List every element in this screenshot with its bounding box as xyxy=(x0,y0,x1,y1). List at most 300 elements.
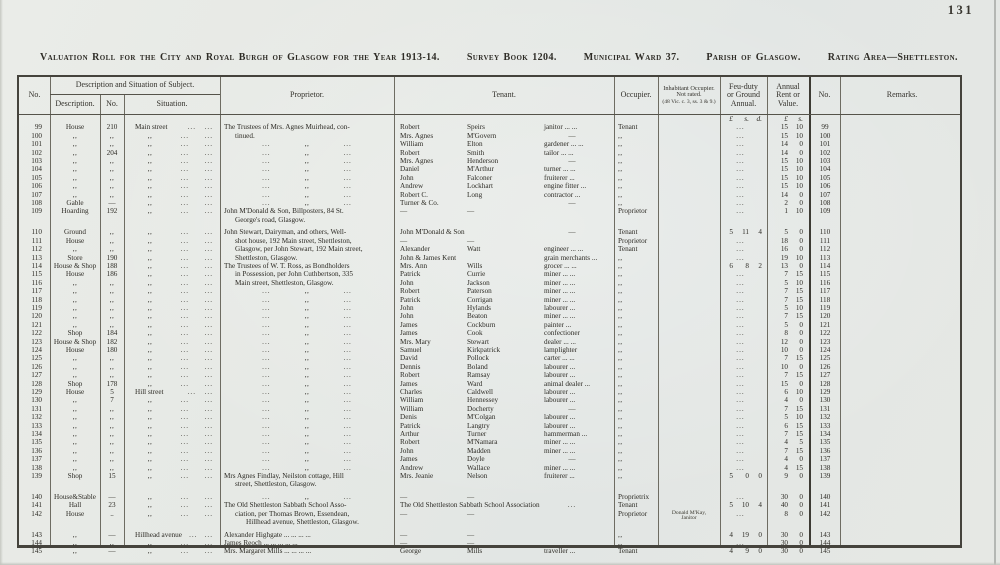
cell-tenant-first: Charles xyxy=(400,388,422,396)
header-street-no: No. xyxy=(106,98,118,108)
cell-occupier: ,, xyxy=(618,270,623,279)
cell-annual-rent: 8 0 xyxy=(784,329,803,338)
cell-feu: ... xyxy=(736,278,745,287)
table-row xyxy=(19,422,960,430)
cell-inhabitant xyxy=(658,165,720,166)
cell-annual-rent: 15 10 xyxy=(780,182,803,191)
cell-tenant-last: Hylands xyxy=(467,303,491,312)
cell-street-no: ,, xyxy=(109,236,115,245)
cell-street-no: 184 xyxy=(106,329,118,338)
cell-situation: ,, ... ... xyxy=(147,182,213,191)
cell-feu: ... xyxy=(736,140,745,149)
cell-no-right: 142 xyxy=(819,509,831,518)
cell-no-right: 104 xyxy=(819,165,831,174)
cell-tenant-last: Wallace xyxy=(467,463,490,472)
cell-proprietor: ... ,, ... xyxy=(262,362,352,371)
header-situation: Situation. xyxy=(156,98,188,108)
title-rating-area: Rating Area—Shettleston. xyxy=(827,52,958,63)
cell-proprietor: ... ,, ... xyxy=(262,421,352,430)
cell-feu: ... xyxy=(736,312,745,321)
cell-no: 133 xyxy=(31,421,42,430)
cell-situation: ,, ... ... xyxy=(147,345,213,354)
cell-no: 123 xyxy=(31,337,42,346)
cell-street-no: ,, xyxy=(109,371,115,380)
cell-inhabitant xyxy=(658,493,720,494)
cell-proprietor: ... ,, ... xyxy=(262,463,352,472)
cell-tenant-first: Mrs. Jeanie xyxy=(400,472,434,481)
cell-no-right: 102 xyxy=(819,148,831,157)
cell-tenant-last: Hennessey xyxy=(467,396,499,405)
cell-inhabitant xyxy=(658,287,720,288)
cell-feu: 5 11 4 xyxy=(729,228,762,237)
cell-tenant-last: Pollock xyxy=(467,354,489,363)
cell-proprietor: ... ,, ... xyxy=(262,173,352,182)
cell-situation: ,, ... ... xyxy=(147,329,213,338)
cell-occupation: — xyxy=(568,455,576,464)
cell-description: ,, xyxy=(72,148,78,157)
cell-no-right: 99 xyxy=(821,123,829,132)
cell-annual-rent: 2 0 xyxy=(784,199,803,208)
cell-occupier: ,, xyxy=(618,295,623,304)
cell-no-right: 116 xyxy=(819,278,831,287)
cell-inhabitant xyxy=(658,228,720,229)
cell-no: 112 xyxy=(31,245,42,254)
cell-occupation: — xyxy=(568,157,576,166)
cell-situation: ,, ... ... xyxy=(147,396,213,405)
cell-inhabitant xyxy=(658,547,720,548)
cell-tenant-last: Smith xyxy=(467,148,485,157)
cell-tenant-last: M'Colgan xyxy=(467,413,496,422)
header-annual-rent: Annual Rent or Value. xyxy=(776,81,800,108)
cell-street-no: ,, xyxy=(109,228,115,237)
cell-tenant-first: James xyxy=(400,329,418,338)
cell-annual-rent: 5 0 xyxy=(784,320,803,329)
cell-tenant-first: Robert C. xyxy=(400,190,428,199)
cell-no-right: 138 xyxy=(819,463,831,472)
cell-situation: ,, ... ... xyxy=(147,245,213,254)
cell-description: ,, xyxy=(72,303,78,312)
cell-occupier: ,, xyxy=(618,320,623,329)
cell-proprietor: ... ,, ... xyxy=(262,345,352,354)
cell-tenant-name: The Old Shettleston Sabbath School Association xyxy=(400,501,540,510)
cell-no: 127 xyxy=(31,371,42,380)
cell-situation: ,, ... ... xyxy=(147,148,213,157)
cell-occupation: grocer ... ... xyxy=(544,261,577,270)
cell-occupier: ,, xyxy=(618,438,623,447)
cell-description: House xyxy=(65,509,85,518)
cell-street-no: 5 xyxy=(110,388,114,396)
cell-tenant-last: — xyxy=(467,509,475,518)
table-row xyxy=(19,413,960,421)
cell-description: ,, xyxy=(72,421,78,430)
cell-occupier: ,, xyxy=(618,157,623,166)
cell-occupation: contractor ... xyxy=(544,190,581,199)
cell-proprietor: Shettleston, Glasgow. xyxy=(235,253,298,262)
cell-occupation: painter ... xyxy=(544,320,572,329)
cell-tenant-first: Robert xyxy=(400,287,420,296)
cell-occupier: ,, xyxy=(618,303,623,312)
cell-no: 137 xyxy=(31,455,42,464)
cell-no-right: 107 xyxy=(819,190,831,199)
cell-description: ,, xyxy=(72,371,78,380)
cell-feu: ... xyxy=(736,492,745,501)
cell-tenant-last: — xyxy=(467,492,475,501)
cell-situation: ,, ... ... xyxy=(147,404,213,413)
cell-tenant-first: John xyxy=(400,173,414,182)
cell-street-no: 186 xyxy=(106,270,118,279)
cell-situation: ,, ... ... xyxy=(147,270,213,279)
cell-proprietor: tinued. xyxy=(235,131,255,140)
cell-tenant-first: John xyxy=(400,278,414,287)
cell-no-right: 133 xyxy=(819,421,831,430)
cell-street-no: 7 xyxy=(110,396,114,405)
cell-inhabitant xyxy=(658,157,720,158)
cell-occupier: ,, xyxy=(618,253,623,262)
cell-inhabitant xyxy=(658,321,720,322)
cell-feu: ... xyxy=(736,245,745,254)
cell-description: ,, xyxy=(72,396,78,405)
cell-inhabitant xyxy=(658,123,720,124)
cell-no: 145 xyxy=(31,547,42,556)
cell-occupation: dealer ... ... xyxy=(544,337,576,346)
cell-inhabitant xyxy=(658,380,720,381)
cell-annual-rent: 4 5 xyxy=(784,438,803,447)
cell-occupation: miner ... ... xyxy=(544,312,576,321)
table-row xyxy=(19,312,960,320)
cell-situation: ,, ... ... xyxy=(147,413,213,422)
cell-feu: ... xyxy=(736,199,745,208)
cell-inhabitant xyxy=(658,199,720,200)
cell-inhabitant xyxy=(658,140,720,141)
cell-proprietor: ... ,, ... xyxy=(262,165,352,174)
cell-occupier: Tenant xyxy=(618,123,638,132)
cell-street-no: ,, xyxy=(109,140,115,149)
cell-no: 124 xyxy=(31,345,42,354)
cell-no-right: 122 xyxy=(819,329,831,338)
cell-occupier: ,, xyxy=(618,430,623,439)
cell-description: House xyxy=(65,345,85,354)
cell-description: ,, xyxy=(72,413,78,422)
cell-tenant-last: Corrigan xyxy=(467,295,493,304)
cell-feu: ... xyxy=(736,295,745,304)
cell-occupation: labourer ... xyxy=(544,396,576,405)
cell-occupier: ,, xyxy=(618,472,623,481)
cell-tenant-last: Nelson xyxy=(467,472,488,481)
table-row xyxy=(19,547,960,555)
cell-annual-rent: 14 0 xyxy=(780,190,803,199)
cell-proprietor: John Stewart, Dairyman, and others, Well- xyxy=(224,228,347,237)
cell-tenant-last: M'Arthur xyxy=(467,165,494,174)
table-row xyxy=(19,455,960,463)
cell-tenant-last: Ramsay xyxy=(467,371,491,380)
cell-proprietor: ... ,, ... xyxy=(262,312,352,321)
cell-tenant-last: Elton xyxy=(467,140,483,149)
cell-occupier: Proprietor xyxy=(618,207,648,216)
cell-situation: ,, ... ... xyxy=(147,509,213,518)
cell-no: 138 xyxy=(31,463,42,472)
cell-no-right: 100 xyxy=(819,131,831,140)
cell-situation: Main street ... ... xyxy=(135,123,213,132)
cell-annual-rent: 15 10 xyxy=(780,131,803,140)
cell-inhabitant xyxy=(658,191,720,192)
cell-occupation: miner ... ... xyxy=(544,446,576,455)
cell-street-no: ,, xyxy=(109,182,115,191)
cell-tenant-last: Mills xyxy=(467,547,483,556)
cell-proprietor: ... ,, ... xyxy=(262,140,352,149)
cell-street-no: 192 xyxy=(106,207,118,216)
cell-situation: ,, ... ... xyxy=(147,261,213,270)
cell-no: 116 xyxy=(31,278,42,287)
cell-tenant-first: John xyxy=(400,312,414,321)
cell-no: 109 xyxy=(31,207,42,216)
cell-tenant-last: — xyxy=(467,538,475,547)
cell-annual-rent: 12 0 xyxy=(780,337,803,346)
title-parish: Parish of Glasgow. xyxy=(706,52,801,63)
cell-tenant-first: Robert xyxy=(400,123,420,132)
cell-description: ,, xyxy=(72,547,78,556)
cell-occupation: miner ... ... xyxy=(544,270,576,279)
cell-proprietor: ... ,, ... xyxy=(262,438,352,447)
cell-annual-rent: 15 0 xyxy=(780,379,803,388)
cell-no-right: 121 xyxy=(819,320,831,329)
table-body xyxy=(19,114,960,556)
cell-situation: ,, ... ... xyxy=(147,501,213,510)
cell-tenant-first: Mrs. Agnes xyxy=(400,157,434,166)
table-row xyxy=(19,539,960,547)
cell-feu: ... xyxy=(736,182,745,191)
cell-description: ,, xyxy=(72,538,78,547)
cell-no: 130 xyxy=(31,396,42,405)
cell-inhabitant xyxy=(658,338,720,339)
cell-no: 125 xyxy=(31,354,42,363)
cell-description: ,, xyxy=(72,320,78,329)
table-row xyxy=(19,493,960,501)
table-row xyxy=(19,279,960,287)
cell-tenant-first: David xyxy=(400,354,418,363)
cell-proprietor: The Trustees of Mrs. Agnes Muirhead, con- xyxy=(224,123,350,132)
cell-description: ,, xyxy=(72,463,78,472)
cell-annual-rent: 13 0 xyxy=(780,261,803,270)
cell-occupation: miner ... ... xyxy=(544,278,576,287)
cell-no-right: 111 xyxy=(819,236,831,245)
cell-description: ,, xyxy=(72,354,78,363)
cell-no-right: 145 xyxy=(819,547,831,556)
cell-tenant-first: William xyxy=(400,404,424,413)
cell-occupier: Tenant xyxy=(618,228,638,237)
table-row xyxy=(19,380,960,388)
cell-occupation: miner ... ... xyxy=(544,438,576,447)
cell-no: 141 xyxy=(31,501,42,510)
cell-tenant-first: John xyxy=(400,303,414,312)
cell-occupier: ,, xyxy=(618,182,623,191)
table-row xyxy=(19,199,960,207)
table-row xyxy=(19,207,960,224)
cell-occupation: labourer ... xyxy=(544,371,576,380)
document-title xyxy=(40,52,958,63)
table-row xyxy=(19,405,960,413)
cell-tenant-first: Robert xyxy=(400,148,420,157)
cell-no-right: 129 xyxy=(819,388,831,396)
cell-occupier: ,, xyxy=(618,165,623,174)
cell-inhabitant xyxy=(658,149,720,150)
cell-inhabitant xyxy=(658,531,720,532)
cell-no-right: 130 xyxy=(819,396,831,405)
cell-proprietor: Main street, Shettleston, Glasgow. xyxy=(235,278,334,287)
table-row xyxy=(19,447,960,455)
cell-occupation: labourer ... xyxy=(544,362,576,371)
cell-no-right: 114 xyxy=(819,261,831,270)
table-row xyxy=(19,228,960,236)
cell-tenant-name: John & James Kent xyxy=(400,253,457,262)
cell-no-right: 123 xyxy=(819,337,831,346)
cell-feu: ... xyxy=(736,157,745,166)
cell-situation: ,, ... ... xyxy=(147,320,213,329)
cell-tenant-last: M'Govern xyxy=(467,131,497,140)
cell-no: 122 xyxy=(31,329,42,338)
cell-inhabitant xyxy=(658,262,720,263)
cell-inhabitant xyxy=(658,312,720,313)
cell-occupier: ,, xyxy=(618,530,623,539)
cell-street-no: ,, xyxy=(109,320,115,329)
cell-feu: ... xyxy=(736,455,745,464)
cell-situation: ,, ... ... xyxy=(147,354,213,363)
cell-feu: ... xyxy=(736,362,745,371)
cell-situation: ,, ... ... xyxy=(147,140,213,149)
cell-inhabitant xyxy=(658,354,720,355)
header-tenant: Tenant. xyxy=(492,90,516,100)
cell-inhabitant xyxy=(658,422,720,423)
cell-street-no: ,, xyxy=(109,287,115,296)
scan-edge-left xyxy=(0,0,3,565)
cell-tenant-last: Turner xyxy=(467,430,487,439)
cell-annual-rent: 4 15 xyxy=(784,463,803,472)
cell-tenant-first: Dennis xyxy=(400,362,421,371)
cell-annual-rent: £ s. xyxy=(784,114,803,123)
table-row xyxy=(19,501,960,509)
cell-street-no: 210 xyxy=(106,123,118,132)
cell-occupation: labourer ... xyxy=(544,388,576,396)
cell-occupation: traveller ... xyxy=(544,547,576,556)
cell-tenant-last: Langtry xyxy=(467,421,490,430)
cell-annual-rent: 14 0 xyxy=(780,140,803,149)
cell-annual-rent: 7 15 xyxy=(784,404,803,413)
cell-tenant-first: Samuel xyxy=(400,345,422,354)
cell-inhabitant xyxy=(658,388,720,389)
cell-inhabitant xyxy=(658,182,720,183)
cell-proprietor: ... ,, ... xyxy=(262,388,352,396)
cell-no: 107 xyxy=(31,190,42,199)
cell-inhabitant xyxy=(658,455,720,456)
cell-no-right: 144 xyxy=(819,538,831,547)
cell-feu: ... xyxy=(736,371,745,380)
cell-proprietor: ... ,, ... xyxy=(262,413,352,422)
cell-occupation: ... xyxy=(567,501,577,510)
cell-no-right: 124 xyxy=(819,345,831,354)
cell-occupation: miner ... ... xyxy=(544,463,576,472)
cell-no: 142 xyxy=(31,509,42,518)
cell-occupier: Proprietrix xyxy=(618,492,650,501)
cell-no-right: 139 xyxy=(819,472,831,481)
cell-situation: ,, ... ... xyxy=(147,421,213,430)
cell-proprietor: ... ,, ... xyxy=(262,404,352,413)
cell-no-right: 125 xyxy=(819,354,831,363)
cell-description: Shop xyxy=(67,329,83,338)
cell-street-no: ,, xyxy=(109,455,115,464)
cell-description: ,, xyxy=(72,182,78,191)
cell-inhabitant xyxy=(658,363,720,364)
cell-inhabitant xyxy=(658,472,720,473)
units-row xyxy=(19,115,960,123)
cell-no: 119 xyxy=(31,303,42,312)
cell-proprietor: ... ,, ... xyxy=(262,182,352,191)
cell-proprietor: Glasgow, per John Stewart, 192 Main street, xyxy=(235,245,363,254)
cell-feu: ... xyxy=(736,345,745,354)
cell-no-right: 113 xyxy=(819,253,831,262)
cell-tenant-first: Arthur xyxy=(400,430,420,439)
cell-no: 132 xyxy=(31,413,42,422)
cell-proprietor: ... ,, ... xyxy=(262,371,352,380)
cell-tenant-last: Wills xyxy=(467,261,483,270)
header-inhabitant-occupier: Inhabitant Occupier. Not rated. (48 Vic. c. 3, ss. 3 & 9.) xyxy=(662,84,716,105)
cell-situation: ,, ... ... xyxy=(147,492,213,501)
table-row xyxy=(19,149,960,157)
cell-occupier: ,, xyxy=(618,131,623,140)
cell-inhabitant xyxy=(658,174,720,175)
cell-no-right: 101 xyxy=(819,140,831,149)
cell-no: 126 xyxy=(31,362,42,371)
cell-occupation: grain merchants ... xyxy=(544,253,598,262)
cell-no-right: 143 xyxy=(819,530,831,539)
cell-description: House xyxy=(65,388,85,396)
cell-street-no: ,, xyxy=(109,278,115,287)
cell-tenant-last: Speirs xyxy=(467,123,485,132)
cell-no: 129 xyxy=(31,388,42,396)
cell-street-no: 180 xyxy=(106,345,118,354)
table-row xyxy=(19,438,960,446)
cell-inhabitant xyxy=(658,237,720,238)
cell-street-no: ,, xyxy=(109,354,115,363)
cell-tenant-last: Lockhart xyxy=(467,182,493,191)
cell-occupation: — xyxy=(568,131,576,140)
cell-occupation: fruiterer ... xyxy=(544,472,575,481)
cell-tenant-last: Stewart xyxy=(467,337,489,346)
cell-no: 100 xyxy=(31,131,42,140)
cell-feu: ... xyxy=(736,287,745,296)
cell-occupier: ,, xyxy=(618,199,623,208)
cell-description: ,, xyxy=(72,278,78,287)
cell-situation: ,, ... ... xyxy=(147,278,213,287)
cell-feu: ... xyxy=(736,463,745,472)
cell-street-no: 178 xyxy=(106,379,118,388)
cell-annual-rent: 1 10 xyxy=(784,207,803,216)
cell-description: Store xyxy=(67,253,83,262)
cell-feu: ... xyxy=(736,354,745,363)
cell-annual-rent: 7 15 xyxy=(784,354,803,363)
cell-description: Shop xyxy=(67,379,83,388)
cell-occupier: ,, xyxy=(618,379,623,388)
cell-inhabitant xyxy=(658,396,720,397)
cell-feu: ... xyxy=(736,538,745,547)
cell-street-no: ,, xyxy=(109,362,115,371)
cell-occupier: ,, xyxy=(618,538,623,547)
page-number: 131 xyxy=(947,3,974,17)
cell-feu: 5 0 0 xyxy=(729,472,762,481)
table-row xyxy=(19,338,960,346)
cell-street-no: ,, xyxy=(109,157,115,166)
table-row xyxy=(19,531,960,539)
valuation-table xyxy=(17,75,962,556)
table-row xyxy=(19,346,960,354)
